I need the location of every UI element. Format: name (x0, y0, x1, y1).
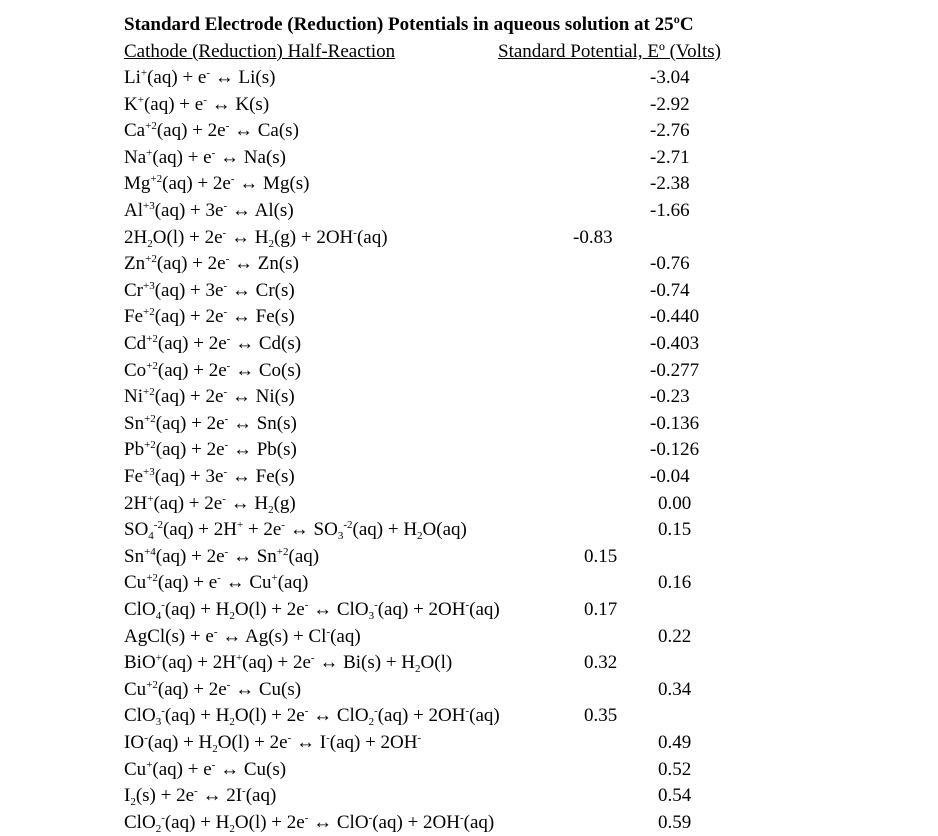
standard-potential-value: 0.49 (658, 732, 692, 753)
supscript: - (224, 439, 229, 452)
supscript: - (226, 359, 231, 372)
reaction-text: (aq) + e (152, 758, 212, 780)
reaction-text: (aq) + 2e (157, 359, 227, 381)
reaction-text: Cr (124, 279, 143, 301)
standard-potential-value: 0.15 (658, 519, 692, 541)
reaction-text: O(l) + 2e (234, 599, 305, 620)
reaction-text: (aq) + 2e (155, 545, 225, 567)
reaction-text: O(l) + 2e (217, 732, 288, 753)
reaction-text: (aq) + H (164, 811, 230, 833)
supscript: - (374, 599, 378, 611)
supscript: - (206, 67, 211, 79)
half-reaction (124, 810, 494, 836)
half-reaction (124, 171, 310, 198)
subscript: 2 (130, 796, 136, 809)
reaction-text: Sn (124, 412, 145, 434)
half-reaction (124, 650, 452, 677)
reaction-text: (aq) + 3e (154, 279, 224, 301)
reaction-text: (aq) + e (152, 146, 212, 168)
table-row (124, 677, 904, 704)
table-row (124, 544, 904, 571)
subscript: 4 (148, 530, 154, 543)
reaction-text: (aq) (330, 625, 361, 647)
reaction-text: ↔ SO (285, 519, 338, 541)
reaction-text: ↔ Ca(s) (229, 120, 299, 142)
reaction-text: (aq) + H (352, 519, 418, 541)
table-title: Standard Electrode (Reduction) Potentials in aqueous solution at 25ºC (124, 14, 694, 35)
supscript: - (213, 625, 218, 638)
standard-potential-value: 0.00 (658, 492, 692, 514)
table-row (124, 145, 904, 172)
supscript: +2 (145, 120, 157, 133)
standard-potential-value: -3.04 (650, 67, 690, 88)
potential-column-header: Standard Potential, Eº (Volts) (498, 41, 721, 62)
reaction-text: Pb (124, 439, 145, 461)
reaction-text: (aq) + H (164, 599, 230, 620)
standard-potential-value: -0.74 (650, 279, 690, 301)
reaction-text: ↔ Cu(s) (230, 678, 302, 700)
half-reaction (124, 517, 467, 544)
half-reaction (124, 783, 276, 810)
reaction-text: (aq) + 3e (154, 200, 224, 221)
subscript: 4 (155, 610, 162, 622)
half-reaction (124, 278, 295, 305)
reaction-text: (aq) + 2e (156, 120, 226, 142)
reaction-text: ↔ H (226, 226, 269, 248)
reaction-text: ↔ Zn(s) (229, 253, 299, 275)
reaction-text: AgCl(s) + e (124, 625, 214, 647)
supscript: - (304, 599, 309, 611)
standard-potential-value: -0.23 (650, 386, 690, 408)
reaction-text: I (124, 785, 131, 807)
supscript: +2 (146, 333, 158, 345)
half-reaction (124, 411, 297, 438)
reaction-text: Cu (124, 572, 147, 594)
reaction-text: ↔ Fe(s) (227, 306, 295, 328)
reaction-text: (aq) + 2e (154, 306, 224, 328)
reaction-text: Ni (124, 386, 143, 408)
reaction-text: O(l) + 2e (234, 811, 305, 833)
reaction-text: (aq) + 2OH (329, 732, 418, 753)
subscript: 3 (368, 610, 375, 622)
half-reaction (124, 570, 308, 597)
reaction-text: ↔ I (291, 732, 327, 753)
reaction-text: ClO (124, 599, 156, 620)
supscript: - (217, 572, 221, 585)
table-row (124, 597, 904, 624)
table-row (124, 251, 904, 278)
supscript: - (203, 93, 207, 106)
supscript: + (237, 519, 244, 532)
supscript: - (225, 120, 230, 133)
table-row (124, 411, 904, 438)
reaction-text: O(l) + 2e (234, 705, 305, 727)
supscript: + (155, 652, 162, 665)
table-row (124, 703, 904, 730)
reaction-text: ↔ Li(s) (210, 67, 276, 88)
table-row (124, 730, 904, 757)
reaction-text: Ca (124, 120, 146, 142)
reaction-text: ClO (124, 811, 156, 833)
reaction-text: (aq) + 2e (157, 333, 227, 354)
supscript: - (223, 466, 228, 478)
subscript: 3 (337, 530, 344, 543)
reaction-text: ↔ ClO (308, 705, 369, 727)
reaction-text: (aq) + 2OH (377, 705, 466, 727)
reaction-text: Cd (124, 333, 147, 354)
supscript: +2 (144, 412, 156, 425)
reaction-text: (aq) (356, 226, 388, 248)
reaction-text: (g) (273, 492, 296, 514)
half-reaction (124, 65, 275, 92)
table-row (124, 304, 904, 331)
reaction-text: (aq) + H (164, 705, 230, 727)
table-row (124, 437, 904, 464)
supscript: - (287, 732, 292, 744)
half-reaction (124, 464, 295, 491)
supscript: +2 (143, 306, 155, 319)
reaction-text: ↔ Bi(s) + H (314, 652, 416, 674)
reaction-text: (aq) (469, 705, 500, 727)
supscript: +2 (146, 359, 158, 372)
supscript: - (161, 811, 165, 824)
reaction-text: ↔ Al(s) (227, 200, 294, 221)
reaction-text: ↔ Cu (220, 572, 272, 594)
standard-potential-value: 0.17 (584, 599, 618, 620)
supscript: - (326, 625, 331, 638)
reaction-text: ↔ 2I (197, 785, 243, 807)
supscript: + (146, 146, 153, 159)
supscript: - (225, 253, 230, 266)
reaction-text: + 2e (243, 519, 282, 541)
half-reaction (124, 677, 301, 704)
half-reaction (124, 331, 301, 358)
supscript: - (230, 173, 235, 186)
half-reaction (124, 358, 301, 385)
standard-potential-value: 0.59 (658, 811, 692, 833)
reaction-text: ↔ Sn (228, 545, 277, 567)
reaction-text: ↔ Cu(s) (215, 758, 287, 780)
half-reaction (124, 437, 297, 464)
reaction-text: (aq) (288, 545, 320, 567)
reaction-text: O(l) + 2e (152, 226, 223, 248)
half-reaction (124, 92, 269, 119)
supscript: - (222, 492, 226, 505)
half-reaction (124, 597, 500, 624)
reaction-text: Na (124, 146, 147, 168)
supscript: +2 (143, 386, 155, 399)
half-reaction (124, 757, 286, 784)
reaction-text: (aq) + 2e (155, 439, 225, 461)
standard-potential-value: -2.71 (650, 146, 690, 168)
half-reaction (124, 491, 296, 518)
supscript: +2 (276, 545, 289, 558)
reaction-text: Co (124, 359, 147, 381)
supscript: +3 (143, 279, 155, 292)
half-reaction (124, 251, 299, 278)
table-row (124, 464, 904, 491)
reaction-text: Mg (124, 173, 151, 195)
supscript: - (310, 652, 315, 665)
standard-potential-value: 0.35 (584, 705, 618, 727)
supscript: - (161, 599, 165, 611)
table-row (124, 198, 904, 225)
table-row (124, 358, 904, 385)
half-reaction (124, 118, 299, 145)
reaction-text: ↔ K(s) (206, 93, 270, 115)
reaction-text: (g) + 2OH (273, 226, 354, 248)
table-row (124, 384, 904, 411)
subscript: 3 (155, 716, 162, 729)
supscript: - (223, 279, 228, 292)
reaction-text: SO (124, 519, 149, 541)
supscript: + (235, 652, 243, 665)
supscript: + (271, 572, 278, 585)
supscript: - (304, 705, 309, 718)
supscript: + (140, 67, 148, 79)
supscript: - (226, 678, 231, 691)
supscript: + (147, 492, 154, 505)
supscript: - (224, 412, 229, 425)
supscript: +2 (145, 253, 157, 266)
supscript: - (465, 599, 470, 611)
reaction-text: ↔ Sn(s) (228, 412, 297, 434)
reaction-text: ↔ Co(s) (230, 359, 302, 381)
half-reaction (124, 145, 286, 172)
reaction-text: ↔ Fe(s) (227, 466, 295, 487)
half-reaction (124, 624, 361, 651)
half-reaction (124, 198, 294, 225)
table-row (124, 92, 904, 119)
standard-potential-value: -2.76 (650, 120, 690, 142)
reaction-text: ↔ H (225, 492, 269, 514)
reaction-text: (aq) + 3e (154, 466, 224, 487)
subscript: 2 (147, 237, 153, 250)
supscript: + (146, 758, 153, 771)
reaction-column-header: Cathode (Reduction) Half-Reaction (124, 41, 396, 62)
reaction-text: (aq) + e (143, 93, 204, 115)
table-row (124, 65, 904, 92)
table-row (124, 225, 904, 252)
standard-potential-value: -2.38 (650, 173, 690, 195)
reaction-text: O(aq) (422, 519, 467, 541)
table-row (124, 650, 904, 677)
standard-potential-value: -2.92 (650, 93, 690, 115)
standard-potential-value: 0.32 (584, 652, 618, 674)
supscript: - (465, 705, 470, 718)
reaction-text: (aq) + 2e (153, 492, 223, 514)
standard-potential-value: -0.76 (650, 253, 690, 275)
reaction-text: (aq) (245, 785, 277, 807)
supscript: +2 (150, 173, 163, 186)
half-reaction (124, 703, 500, 730)
supscript: - (222, 226, 227, 239)
reaction-text: Sn (124, 545, 145, 567)
table-row (124, 810, 904, 836)
reaction-text: O(l) (420, 652, 453, 674)
standard-potential-value: 0.54 (658, 785, 692, 807)
supscript: - (459, 811, 464, 824)
reaction-text: ↔ ClO (308, 599, 369, 620)
supscript: - (144, 732, 148, 744)
supscript: - (224, 545, 229, 558)
reaction-text: (aq) + 2e (156, 253, 226, 275)
supscript: - (281, 519, 286, 532)
reaction-text: ↔ Cd(s) (230, 333, 302, 354)
supscript: +3 (143, 466, 155, 478)
supscript: -2 (153, 519, 163, 532)
supscript: - (417, 732, 422, 744)
half-reaction (124, 225, 388, 252)
reaction-text: (aq) + 2e (242, 652, 311, 674)
standard-potential-value: 0.34 (658, 678, 692, 700)
supscript: - (226, 333, 231, 345)
reaction-text: 2H (124, 492, 148, 514)
subscript: 2 (229, 822, 235, 835)
reaction-text: Al (124, 200, 143, 221)
supscript: - (223, 200, 228, 212)
reaction-text: ↔ Ni(s) (227, 386, 295, 408)
standard-potential-value: -0.277 (650, 359, 700, 381)
supscript: - (326, 732, 330, 744)
reaction-text: ↔ Na(s) (215, 146, 286, 168)
reaction-text: Cu (124, 758, 147, 780)
supscript: - (161, 705, 165, 718)
standard-potential-value: -1.66 (650, 200, 690, 221)
table-row (124, 171, 904, 198)
half-reaction (124, 730, 421, 757)
table-row (124, 517, 904, 544)
standard-potential-value: 0.15 (584, 545, 618, 567)
standard-potential-value: -0.126 (650, 439, 700, 461)
reaction-text: (aq) (277, 572, 309, 594)
subscript: 2 (368, 716, 375, 729)
reaction-text: Cu (124, 678, 147, 700)
table-row (124, 278, 904, 305)
half-reaction (124, 304, 295, 331)
reaction-text: (aq) (469, 599, 500, 620)
standard-potential-value: -0.83 (573, 226, 613, 248)
reaction-text: 2H (124, 226, 148, 248)
subscript: 2 (229, 610, 235, 622)
standard-potential-value: 0.16 (658, 572, 692, 594)
supscript: - (211, 146, 216, 159)
supscript: - (211, 758, 216, 771)
standard-potential-value: -0.403 (650, 333, 700, 354)
subscript: 2 (268, 237, 274, 250)
reaction-text: (aq) + 2e (154, 386, 224, 408)
reaction-text: Zn (124, 253, 146, 275)
supscript: +2 (146, 572, 158, 585)
table-row (124, 570, 904, 597)
table-row (124, 118, 904, 145)
reaction-text: ↔ Cr(s) (227, 279, 295, 301)
reaction-text: ↔ Ag(s) + Cl (217, 625, 327, 647)
reaction-text: ClO (124, 705, 156, 727)
supscript: - (223, 306, 228, 319)
standard-potential-value: -0.440 (650, 306, 700, 328)
supscript: +3 (143, 200, 155, 212)
supscript: - (353, 226, 357, 239)
reaction-text: (aq) (463, 811, 495, 833)
table-row (124, 624, 904, 651)
supscript: -2 (343, 519, 353, 532)
supscript: - (368, 811, 373, 824)
standard-potential-value: 0.52 (658, 758, 692, 780)
subscript: 2 (417, 530, 423, 543)
reaction-text: ↔ Pb(s) (228, 439, 297, 461)
reaction-text: (aq) + H (147, 732, 213, 753)
standard-potential-value: -0.136 (650, 412, 700, 434)
table-row (124, 491, 904, 518)
reaction-text: (aq) + e (157, 572, 218, 594)
supscript: +2 (144, 439, 156, 452)
reaction-text: Fe (124, 306, 143, 328)
standard-potential-value: -0.04 (650, 466, 690, 487)
supscript: +2 (146, 678, 158, 691)
supscript: - (223, 386, 228, 399)
reaction-text: (aq) + 2e (155, 412, 225, 434)
subscript: 2 (268, 503, 274, 516)
reaction-text: (s) + 2e (135, 785, 195, 807)
supscript: +4 (144, 545, 156, 558)
subscript: 2 (229, 716, 235, 729)
supscript: + (137, 93, 144, 106)
reaction-text: ↔ ClO (308, 811, 369, 833)
reaction-text: (aq) + e (147, 67, 207, 88)
table-row (124, 757, 904, 784)
half-reaction (124, 384, 295, 411)
subscript: 2 (212, 743, 218, 755)
subscript: 2 (415, 663, 421, 676)
reaction-text: K (124, 93, 138, 115)
reaction-text: (aq) + 2H (162, 519, 237, 541)
supscript: - (242, 785, 246, 798)
reaction-text: Fe (124, 466, 143, 487)
reaction-text: (aq) + 2OH (377, 599, 466, 620)
subscript: 2 (155, 822, 162, 835)
supscript: - (304, 811, 309, 824)
reaction-text: IO (124, 732, 145, 753)
standard-potential-value: 0.22 (658, 625, 692, 647)
table-row (124, 331, 904, 358)
reaction-text: (aq) + 2H (161, 652, 236, 674)
table-row (124, 783, 904, 810)
reaction-text: (aq) + 2e (157, 678, 227, 700)
reaction-text: ↔ Mg(s) (234, 173, 310, 195)
reaction-text: (aq) + 2e (162, 173, 231, 195)
half-reaction (124, 544, 319, 571)
reaction-text: (aq) + 2OH (372, 811, 460, 833)
reaction-text: Li (124, 67, 141, 88)
reaction-text: BiO (124, 652, 156, 674)
supscript: - (374, 705, 378, 718)
supscript: - (194, 785, 198, 798)
